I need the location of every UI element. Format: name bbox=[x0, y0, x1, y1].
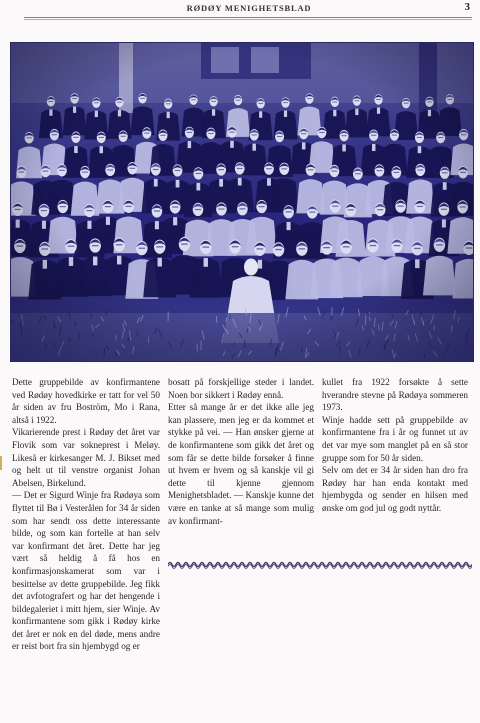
article-column-3 bbox=[322, 376, 468, 515]
header-rule-secondary bbox=[24, 19, 472, 20]
article-column-1 bbox=[12, 376, 160, 653]
decorative-wave-border bbox=[168, 560, 472, 569]
article-paragraph: Winje hadde sett på gruppebilde av konfirmantene fra i år og funnet ut av det var mye som manglet på en så stor gruppe som for 50 år siden. bbox=[322, 414, 468, 463]
publication-title: RØDØY MENIGHETSBLAD bbox=[186, 3, 312, 13]
article-paragraph: Vikarierende prest i Rødøy det året var Flovik som var sokneprest i Meløy. Likeså er kirkesanger M. J. Bikset med og helt ut til venstre organist Johan Abelsen, Birkelund. bbox=[12, 427, 160, 488]
article-paragraph: Selv om det er 34 år siden han dro fra Rødøy har han enda kontakt med hjembygda og sender en hilsen med ønske om god jul og godt nyttår. bbox=[322, 465, 468, 513]
article-paragraph: Dette gruppebilde av konfirmantene ved Rødøy hovedkirke er tatt for vel 50 år siden av fru Boström, Mo i Rana, altså i 1922. bbox=[12, 377, 160, 425]
group-photo-image bbox=[10, 42, 474, 362]
article-paragraph: — Det er Sigurd Winje fra Rødøya som flyttet til Bø i Vesterålen for 34 år siden som har sendt oss dette interessante bilde, og som kan fortelle at han selv var konfirmant det året. Dette har jeg vært så heldig å få hos en konfirmasjonskamerat som var i besittelse av dette gruppebilde. Jeg fikk det avfotografert og har det hengende i bildegaleriet i mitt hjem, sier Winje. Av konfirmantene som gikk i Rødøy kirke det året er nok en del døde, mens andre er reist bort fra sin hjembygd og er bbox=[12, 490, 160, 652]
header-rule bbox=[24, 17, 472, 18]
article-paragraph: bosatt på forskjellige steder i landet. Noen bor sikkert i Rødøy ennå. bbox=[168, 377, 314, 400]
page-header bbox=[24, 2, 474, 16]
article-paragraph: kullet fra 1922 forsøkte å sette hverandre stevne på Rødøya sommeren 1973. bbox=[322, 377, 468, 413]
article-paragraph: Etter så mange år er det ikke alle jeg kan plassere, men jeg er da kommet et stykke på vei. — Han ønsker gjerne at de konfirmantene som gikk det året og som får se dette bilde forsøker å finne ut hvem er hvem og så kanskje vil gi dette til kjenne gjennom Menighetsbladet. — Kanskje kunne det være en tanke at så mange som mulig av konfirmant- bbox=[168, 402, 314, 526]
article-column-2 bbox=[168, 376, 314, 527]
page-number: 3 bbox=[464, 1, 470, 13]
margin-mark bbox=[0, 456, 6, 470]
